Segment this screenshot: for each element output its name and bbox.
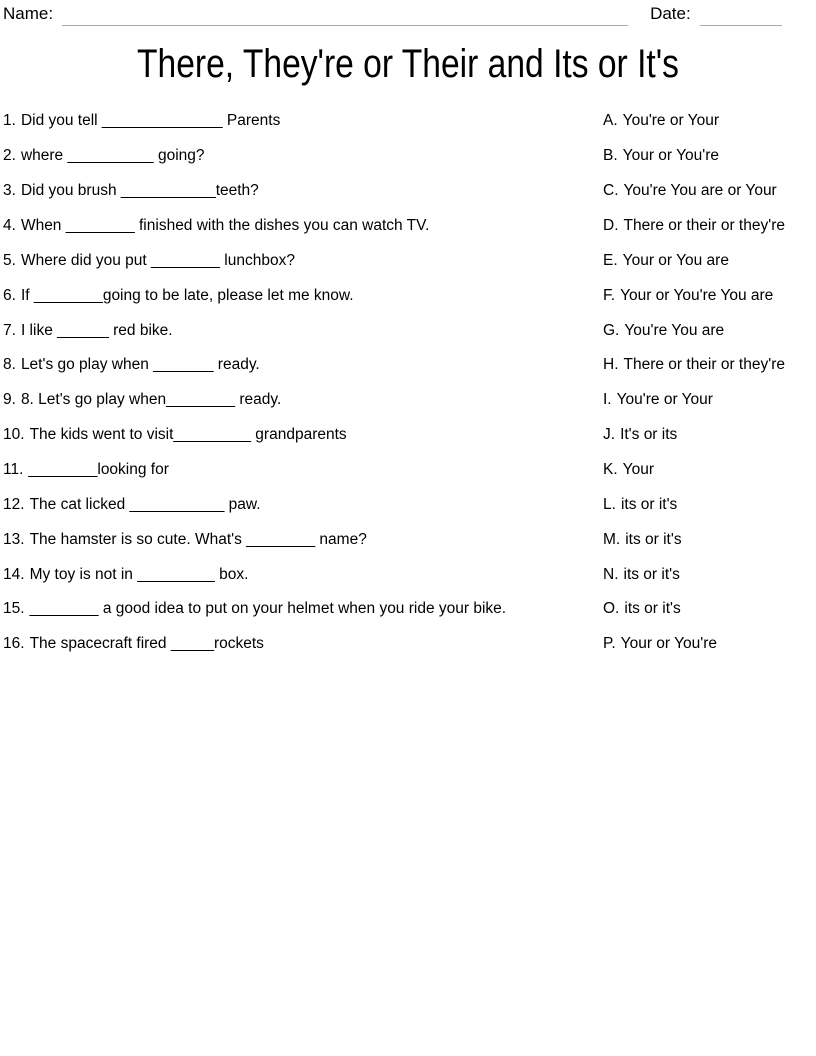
- question-item: [3, 627, 603, 662]
- answer-item: [603, 453, 816, 488]
- answer-text: Your or You're: [620, 635, 717, 653]
- answer-text: Your or You're You are: [620, 286, 774, 304]
- answer-letter: B.: [603, 147, 618, 165]
- answer-text: its or it's: [624, 600, 681, 618]
- answer-item: [603, 557, 816, 592]
- question-number: 11.: [3, 461, 24, 479]
- answer-item: [603, 209, 816, 244]
- answer-text: There or their or they're: [623, 217, 785, 234]
- answer-text: You're or Your: [622, 112, 719, 130]
- answer-text: You're or Your: [616, 391, 713, 409]
- answer-item: [603, 383, 816, 418]
- answer-item: [603, 592, 816, 627]
- question-number: 8.: [3, 356, 16, 374]
- question-number: 4.: [3, 217, 16, 234]
- question-number: 7.: [3, 321, 16, 339]
- answer-text: its or it's: [625, 530, 682, 548]
- answer-letter: I.: [603, 391, 612, 409]
- answer-letter: M.: [603, 530, 621, 548]
- question-number: 2.: [3, 147, 16, 165]
- answer-letter: C.: [603, 182, 619, 200]
- answer-text: Your: [622, 461, 654, 479]
- question-item: [3, 278, 603, 313]
- question-number: 13.: [3, 530, 25, 548]
- question-number: 3.: [3, 182, 16, 200]
- answer-letter: G.: [603, 321, 620, 339]
- answer-letter: D.: [603, 217, 619, 234]
- question-item: [3, 313, 603, 348]
- question-text: My toy is not in _________ box.: [29, 565, 249, 583]
- question-text: When ________ finished with the dishes you can watch TV.: [20, 217, 430, 234]
- question-item: [3, 209, 603, 244]
- question-item: [3, 383, 603, 418]
- answer-text: its or it's: [623, 565, 680, 583]
- date-blank-line: [700, 3, 782, 26]
- question-text: Where did you put ________ lunchbox?: [20, 251, 295, 269]
- answer-item: [603, 487, 816, 522]
- question-text: The kids went to visit_________ grandparents: [29, 426, 347, 444]
- answer-text: You're You are: [624, 321, 725, 339]
- question-number: 1.: [3, 112, 16, 130]
- question-item: [3, 487, 603, 522]
- answer-item: [603, 627, 816, 662]
- question-number: 10.: [3, 426, 25, 444]
- answer-letter: O.: [603, 600, 620, 618]
- answer-letter: A.: [603, 112, 618, 130]
- question-text: The hamster is so cute. What's ________ name?: [29, 530, 367, 548]
- answer-text: It's or its: [620, 426, 678, 444]
- answer-text: There or their or they're: [623, 356, 785, 374]
- answer-letter: J.: [603, 426, 616, 444]
- question-number: 5.: [3, 251, 16, 269]
- question-text: ________looking for: [28, 461, 169, 479]
- name-blank-line: [62, 3, 628, 26]
- question-text: I like ______ red bike.: [20, 321, 173, 339]
- answer-item: [603, 313, 816, 348]
- matching-exercise: [3, 104, 816, 662]
- date-label: Date:: [650, 4, 691, 23]
- question-text: ________ a good idea to put on your helmet when you ride your bike.: [29, 600, 507, 618]
- answer-letter: H.: [603, 356, 619, 374]
- answer-letter: N.: [603, 565, 619, 583]
- question-item: [3, 243, 603, 278]
- answer-item: [603, 139, 816, 174]
- question-text: The cat licked ___________ paw.: [29, 495, 261, 513]
- question-item: [3, 418, 603, 453]
- question-item: [3, 592, 603, 627]
- answer-item: [603, 174, 816, 209]
- answer-item: [603, 104, 816, 139]
- answer-letter: L.: [603, 495, 616, 513]
- worksheet-title: There, They're or Their and Its or It's: [137, 42, 679, 86]
- question-text: Did you brush ___________teeth?: [20, 182, 259, 200]
- question-text: Let's go play when _______ ready.: [20, 356, 260, 374]
- answer-item: [603, 243, 816, 278]
- question-text: where __________ going?: [20, 147, 205, 165]
- question-text: 8. Let's go play when________ ready.: [20, 391, 282, 409]
- question-number: 15.: [3, 600, 25, 618]
- answer-item: [603, 278, 816, 313]
- answer-letter: K.: [603, 461, 618, 479]
- question-item: [3, 104, 603, 139]
- question-number: 9.: [3, 391, 16, 409]
- question-number: 14.: [3, 565, 25, 583]
- name-label: Name:: [3, 4, 54, 23]
- worksheet-header: [3, 2, 792, 26]
- answer-letter: F.: [603, 286, 616, 304]
- question-item: [3, 557, 603, 592]
- answer-item: [603, 418, 816, 453]
- question-number: 16.: [3, 635, 25, 653]
- question-item: [3, 453, 603, 488]
- question-item: [3, 174, 603, 209]
- question-item: [3, 348, 603, 383]
- answer-text: Your or You are: [622, 251, 729, 269]
- answer-letter: E.: [603, 251, 618, 269]
- answer-text: its or it's: [620, 495, 678, 513]
- answer-item: [603, 522, 816, 557]
- question-text: The spacecraft fired _____rockets: [29, 635, 264, 653]
- question-text: Did you tell ______________ Parents: [20, 112, 281, 130]
- answer-text: You're You are or Your: [623, 182, 777, 200]
- answer-item: [603, 348, 816, 383]
- answer-letter: P.: [603, 635, 616, 653]
- question-number: 12.: [3, 495, 25, 513]
- question-item: [3, 139, 603, 174]
- question-item: [3, 522, 603, 557]
- question-number: 6.: [3, 286, 16, 304]
- question-text: If ________going to be late, please let me know.: [20, 286, 354, 304]
- answer-text: Your or You're: [622, 147, 719, 165]
